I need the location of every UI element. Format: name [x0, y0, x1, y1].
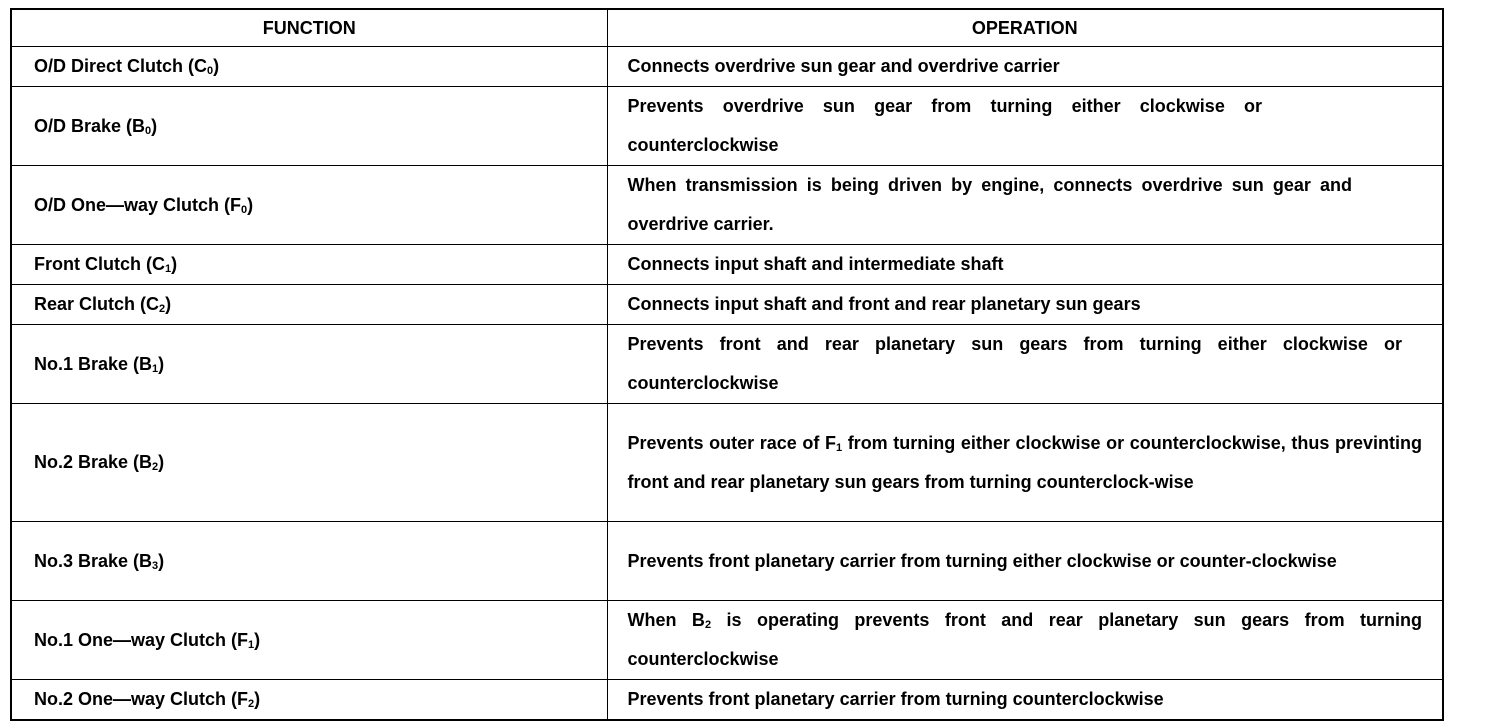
table-row — [11, 166, 1443, 245]
function-cell: No.2 Brake $(B_2)$ — [11, 404, 607, 522]
operation-cell: Connects input shaft and intermediate shaft — [607, 245, 1443, 285]
function-cell: No.1 One—way Clutch $(F_1)$ — [11, 601, 607, 680]
table-row — [11, 325, 1443, 404]
function-header: FUNCTION — [11, 9, 607, 47]
operation-cell: Connects overdrive sun gear and overdrive carrier — [607, 47, 1443, 87]
table-row — [11, 245, 1443, 285]
function-cell: No.1 Brake $(B_1)$ — [11, 325, 607, 404]
table-row — [11, 87, 1443, 166]
function-cell: Front Clutch $(C_1)$ — [11, 245, 607, 285]
function-cell: O/D Brake $(B_0)$ — [11, 87, 607, 166]
operation-header: OPERATION — [607, 9, 1443, 47]
function-cell: No.3 Brake $(B_3)$ — [11, 522, 607, 601]
table-row — [11, 47, 1443, 87]
header-row — [11, 9, 1443, 47]
function-cell: No.2 One—way Clutch $(F_2)$ — [11, 680, 607, 721]
operation-cell: Prevents front planetary carrier from turning either clockwise or counter-clockwise — [607, 522, 1443, 601]
function-cell: O/D Direct Clutch $(C_0)$ — [11, 47, 607, 87]
operation-cell: Prevents outer race of $F_1$ from turning either clockwise or counterclockwise, thus previnting front and rear planetary sun gears from turning counterclock-wise — [607, 404, 1443, 522]
operation-cell: Prevents front and rear planetary sun gears from turning either clockwise or counterclockwise — [607, 325, 1443, 404]
operation-cell: Prevents overdrive sun gear from turning either clockwise or counterclockwise — [607, 87, 1443, 166]
table-row — [11, 601, 1443, 680]
table-row — [11, 522, 1443, 601]
operation-cell: When $B_2$ is operating prevents front and rear planetary sun gears from turning counterclockwise — [607, 601, 1443, 680]
table-row — [11, 285, 1443, 325]
function-cell: Rear Clutch $(C_2)$ — [11, 285, 607, 325]
function-cell: O/D One—way Clutch $(F_0)$ — [11, 166, 607, 245]
operation-cell: When transmission is being driven by engine, connects overdrive sun gear and overdrive carrier. — [607, 166, 1443, 245]
operation-cell: Prevents front planetary carrier from turning counterclockwise — [607, 680, 1443, 721]
clutch-brake-function-table — [10, 8, 1444, 721]
table-row — [11, 680, 1443, 721]
operation-cell: Connects input shaft and front and rear planetary sun gears — [607, 285, 1443, 325]
table-row — [11, 404, 1443, 522]
